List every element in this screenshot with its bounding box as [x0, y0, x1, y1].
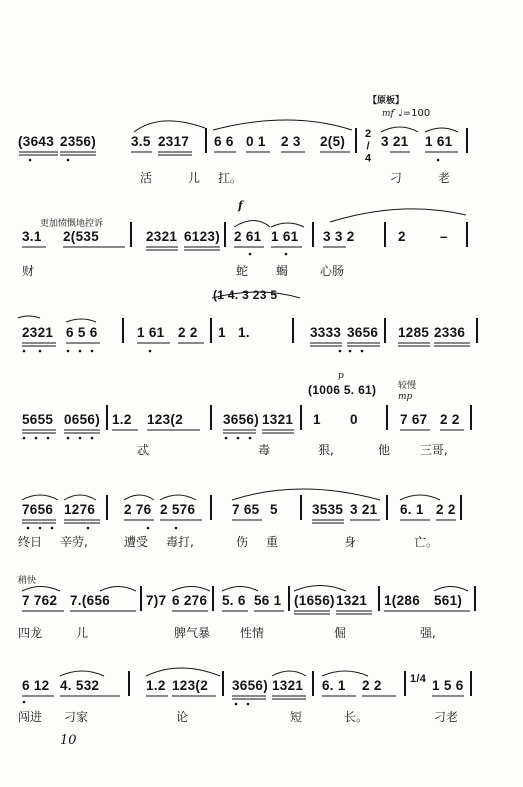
note-group: 1: [218, 325, 226, 340]
note-group: 2 76: [124, 502, 152, 517]
note-group: 2317: [158, 134, 190, 149]
lyric: 遭受: [124, 535, 149, 549]
lyric: 伤: [236, 535, 249, 549]
note-group: 5655: [22, 412, 54, 427]
note-group: 7 67: [400, 412, 428, 427]
note-group: 0656): [64, 412, 101, 427]
note-group: 6123): [184, 229, 221, 244]
page-number: 10: [60, 733, 77, 748]
lyric: 蛇: [236, 264, 249, 278]
dynamic-mark: mf: [382, 109, 394, 119]
note-group: 561): [434, 593, 463, 608]
note-group: 3656: [347, 325, 379, 340]
lyric: 闯进: [18, 710, 43, 724]
slurs: [18, 120, 468, 676]
lyric: 儿: [76, 626, 89, 640]
dynamic-mark: mp: [398, 392, 413, 402]
note-group: 3.1: [22, 229, 42, 244]
lyric: 长。: [344, 710, 369, 724]
note-group: 7)7: [146, 593, 167, 608]
section-label: 【原板】: [368, 96, 405, 106]
note-group: 2 3: [281, 134, 301, 149]
note-group: 6 276: [172, 593, 208, 608]
dynamic-mark: f: [238, 199, 243, 212]
octave-dots: [23, 159, 440, 706]
note-group: 5. 6: [222, 593, 246, 608]
lyric: 刁家: [64, 710, 89, 724]
lyric: 老: [438, 171, 451, 185]
note-group: 1321: [262, 412, 294, 427]
note-group: 2 2: [178, 325, 198, 340]
note-group: 5: [270, 502, 278, 517]
tempo-mark: ♩=100: [398, 108, 431, 119]
note-group: 3656): [223, 412, 260, 427]
note-group: 3.5: [131, 134, 151, 149]
time-signature: 2/4: [362, 128, 374, 165]
note-group: 7 762: [22, 593, 58, 608]
note-group: 7656: [22, 502, 54, 517]
note-group: 0 1: [246, 134, 266, 149]
note-group: 3 3 2: [323, 229, 355, 244]
note-group: 123(2: [147, 412, 184, 427]
note-group: 1 61: [425, 134, 453, 149]
note-group: 3535: [312, 502, 344, 517]
lyric: 毒打,: [166, 535, 194, 549]
note-group: 1 5 6: [432, 678, 464, 693]
note-group: –: [440, 229, 448, 244]
lyric: 活: [140, 171, 153, 185]
lyric: 性情: [240, 626, 265, 640]
note-group: 1276: [64, 502, 96, 517]
note-group: 2 2: [436, 502, 456, 517]
expression-mark: 较慢: [398, 381, 417, 391]
lyric: 论: [176, 710, 189, 724]
bracket-notes: (1 4. 3 23 5: [213, 288, 278, 302]
lyric: 扛。: [218, 171, 243, 185]
note-group: 2(535: [63, 229, 100, 244]
lyric: 脾气暴: [174, 626, 211, 640]
lyric: 蝎: [276, 264, 289, 278]
note-group: 0: [350, 412, 358, 427]
lyric: 倔: [334, 626, 347, 640]
beam-underlines: [19, 152, 470, 699]
note-group: 2321: [146, 229, 178, 244]
note-group: 1285: [398, 325, 430, 340]
lyric: 短: [290, 710, 303, 724]
note-group: 6. 1: [400, 502, 424, 517]
lyric: 心肠: [320, 264, 345, 278]
note-group: 2: [398, 229, 406, 244]
lyric: 刁: [390, 171, 403, 185]
lyric: 身: [344, 535, 357, 549]
note-group: 2 61: [234, 229, 262, 244]
note-group: 4. 532: [60, 678, 100, 693]
dynamic-mark: p: [338, 371, 344, 381]
lyric: 亡。: [414, 535, 439, 549]
note-group: 2321: [22, 325, 54, 340]
note-group: 6 5 6: [66, 325, 98, 340]
lyric: 三哥,: [420, 443, 448, 457]
note-group: 1321: [272, 678, 304, 693]
lyric: 财: [22, 264, 35, 278]
expression-mark: 更加愤慨地控诉: [40, 219, 104, 229]
note-group: 2 2: [440, 412, 460, 427]
note-group: 123(2: [172, 678, 209, 693]
note-group: 3 21: [350, 502, 378, 517]
note-group: (3643: [18, 134, 55, 149]
lyric: 终日: [18, 535, 43, 549]
note-group: 1321: [336, 593, 368, 608]
note-group: 56 1: [254, 593, 282, 608]
note-group: 2 2: [362, 678, 382, 693]
note-group: 3333: [310, 325, 342, 340]
note-group: 1.: [238, 325, 250, 340]
note-group: (1656): [294, 593, 335, 608]
note-group: 2 576: [160, 502, 196, 517]
note-group: 7 65: [232, 502, 260, 517]
lyric: 重: [266, 535, 279, 549]
lyric: 四龙: [18, 626, 43, 640]
note-group: 2336: [434, 325, 466, 340]
note-group: 1.2: [146, 678, 166, 693]
note-group: 6. 1: [322, 678, 346, 693]
note-group: 1: [313, 412, 321, 427]
note-group: 1(286: [384, 593, 421, 608]
lyric: 忒: [137, 443, 150, 457]
note-group: 6 6: [214, 134, 234, 149]
note-group: 3656): [232, 678, 269, 693]
lyric: 狠,: [318, 443, 334, 457]
note-group: 2356): [60, 134, 97, 149]
bracket-notes: (1006 5. 61): [308, 383, 377, 397]
lyric: 儿: [188, 171, 201, 185]
lyric: 刁老: [434, 710, 459, 724]
note-group: 7.(656: [70, 593, 111, 608]
note-group: 6 12: [22, 678, 50, 693]
note-group: 1 61: [137, 325, 165, 340]
note-group: 3 21: [381, 134, 409, 149]
note-group: 1.2: [112, 412, 132, 427]
lyric: 辛劳,: [60, 535, 88, 549]
lyric: 强,: [420, 626, 436, 640]
note-group: 2(5): [320, 134, 346, 149]
lyric: 毒: [258, 443, 271, 457]
lyric: 他: [378, 443, 391, 457]
expression-mark: 稍快: [18, 576, 37, 586]
note-group: 1 61: [271, 229, 299, 244]
time-signature: 1/4: [410, 673, 427, 685]
